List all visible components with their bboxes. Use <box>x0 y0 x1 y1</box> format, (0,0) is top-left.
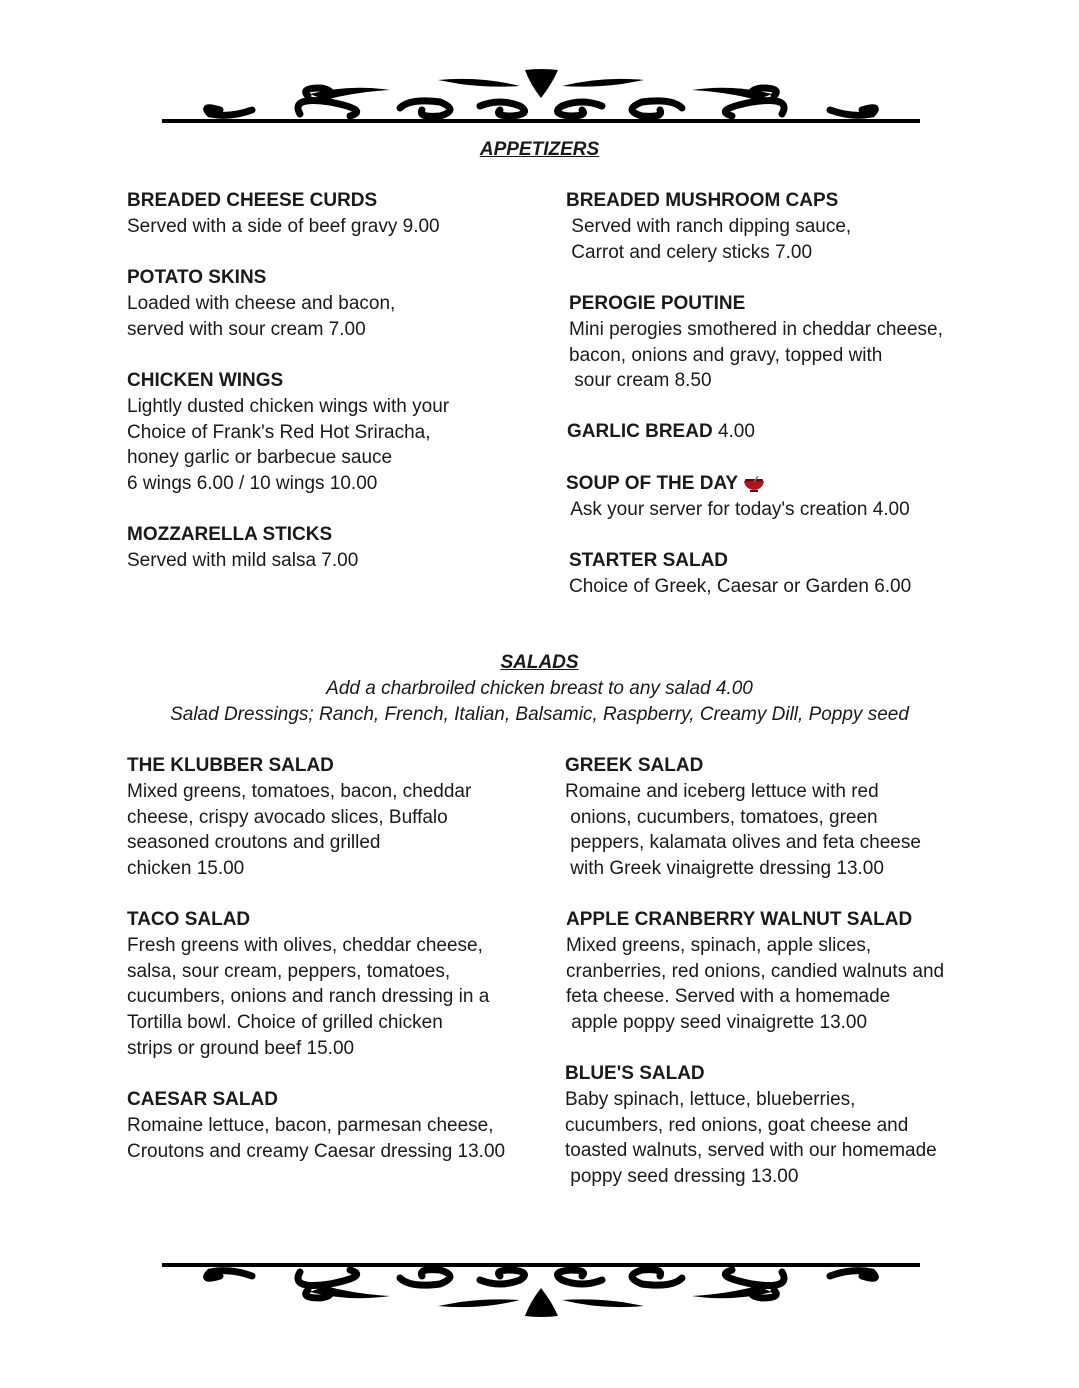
menu-item-greek-salad <box>565 753 921 882</box>
menu-item-apple-cranberry-walnut-salad <box>566 907 944 1036</box>
item-description: cucumbers, onions and ranch dressing in a <box>127 986 490 1008</box>
item-name: THE KLUBBER SALAD <box>127 755 334 776</box>
menu-item-blues-salad <box>565 1061 937 1190</box>
item-description: Choice of Greek, Caesar or Garden 6.00 <box>569 575 912 597</box>
item-description: Romaine and iceberg lettuce with red <box>565 780 879 802</box>
menu-item-breaded-cheese-curds <box>127 188 440 240</box>
menu-item-potato-skins <box>127 265 395 342</box>
item-description: honey garlic or barbecue sauce <box>127 447 393 469</box>
item-description: Baby spinach, lettuce, blueberries, <box>565 1088 856 1110</box>
item-name: APPLE CRANBERRY WALNUT SALAD <box>566 909 913 930</box>
item-description: seasoned croutons and grilled <box>127 832 381 854</box>
item-description: onions, cucumbers, tomatoes, green <box>565 806 878 828</box>
top-scroll-ornament <box>160 66 922 130</box>
menu-item-caesar-salad <box>127 1087 505 1164</box>
item-description: Served with ranch dipping sauce, <box>566 215 852 237</box>
item-name: TACO SALAD <box>127 909 251 930</box>
item-description: peppers, kalamata olives and feta cheese <box>565 832 921 854</box>
item-name: SOUP OF THE DAY <box>566 473 739 494</box>
item-name: BREADED MUSHROOM CAPS <box>566 190 839 211</box>
soup-bowl-icon <box>742 476 766 492</box>
item-name: PEROGIE POUTINE <box>569 293 746 314</box>
menu-item-starter-salad <box>569 548 911 600</box>
item-description: Served with mild salsa 7.00 <box>127 549 359 571</box>
item-description: Mini perogies smothered in cheddar cheese, <box>569 318 943 340</box>
item-description: Carrot and celery sticks 7.00 <box>566 241 813 263</box>
item-description: sour cream 8.50 <box>569 370 712 392</box>
item-description: apple poppy seed vinaigrette 13.00 <box>566 1012 868 1034</box>
item-description: Lightly dusted chicken wings with your <box>127 395 450 417</box>
bottom-scroll-ornament <box>160 1256 922 1320</box>
item-description: Croutons and creamy Caesar dressing 13.00 <box>127 1140 506 1162</box>
item-description: Mixed greens, spinach, apple slices, <box>566 934 872 956</box>
menu-item-soup-of-the-day <box>566 471 910 523</box>
salads-chicken-note: Add a charbroiled chicken breast to any salad 4.00 <box>326 678 753 699</box>
item-description: poppy seed dressing 13.00 <box>565 1166 799 1188</box>
menu-item-breaded-mushroom-caps <box>566 188 851 265</box>
item-description: salsa, sour cream, peppers, tomatoes, <box>127 960 451 982</box>
item-description: Tortilla bowl. Choice of grilled chicken <box>127 1012 443 1034</box>
item-name: POTATO SKINS <box>127 267 267 288</box>
item-description: Romaine lettuce, bacon, parmesan cheese, <box>127 1114 494 1136</box>
item-description: Ask your server for today's creation 4.00 <box>566 498 910 520</box>
item-name: STARTER SALAD <box>569 550 729 571</box>
item-description: cucumbers, red onions, goat cheese and <box>565 1114 909 1136</box>
item-description: bacon, onions and gravy, topped with <box>569 344 883 366</box>
item-name: MOZZARELLA STICKS <box>127 524 333 545</box>
item-name-row <box>566 471 910 497</box>
item-description: served with sour cream 7.00 <box>127 318 366 340</box>
salads-heading: SALADS <box>500 652 579 673</box>
item-name: GREEK SALAD <box>565 755 704 776</box>
item-description: cheese, crispy avocado slices, Buffalo <box>127 806 448 828</box>
menu-item-perogie-poutine <box>569 291 943 394</box>
item-name: BLUE'S SALAD <box>565 1063 705 1084</box>
menu-item-taco-salad <box>127 907 489 1062</box>
menu-item-klubber-salad <box>127 753 471 882</box>
item-description: Choice of Frank's Red Hot Sriracha, <box>127 421 431 443</box>
item-description: Fresh greens with olives, cheddar cheese, <box>127 934 483 956</box>
item-description: strips or ground beef 15.00 <box>127 1037 355 1059</box>
salads-dressings-note: Salad Dressings; Ranch, French, Italian, Balsamic, Raspberry, Creamy Dill, Poppy seed <box>170 704 909 725</box>
item-name: GARLIC BREAD <box>567 421 713 442</box>
item-description: cranberries, red onions, candied walnuts and <box>566 960 945 982</box>
menu-item-mozzarella-sticks <box>127 522 358 574</box>
menu-item-garlic-bread <box>567 419 755 445</box>
item-name: BREADED CHEESE CURDS <box>127 190 378 211</box>
item-name: CAESAR SALAD <box>127 1089 278 1110</box>
item-description: feta cheese. Served with a homemade <box>566 986 891 1008</box>
item-description: Mixed greens, tomatoes, bacon, cheddar <box>127 780 472 802</box>
item-price: 4.00 <box>717 421 755 442</box>
item-name: CHICKEN WINGS <box>127 370 284 391</box>
item-description: chicken 15.00 <box>127 858 245 880</box>
item-description: 6 wings 6.00 / 10 wings 10.00 <box>127 473 378 495</box>
appetizers-heading: APPETIZERS <box>479 139 600 160</box>
menu-item-chicken-wings <box>127 368 449 497</box>
item-description: Loaded with cheese and bacon, <box>127 292 396 314</box>
item-description: with Greek vinaigrette dressing 13.00 <box>565 858 884 880</box>
item-description: Served with a side of beef gravy 9.00 <box>127 215 440 237</box>
item-description: toasted walnuts, served with our homemade <box>565 1140 937 1162</box>
